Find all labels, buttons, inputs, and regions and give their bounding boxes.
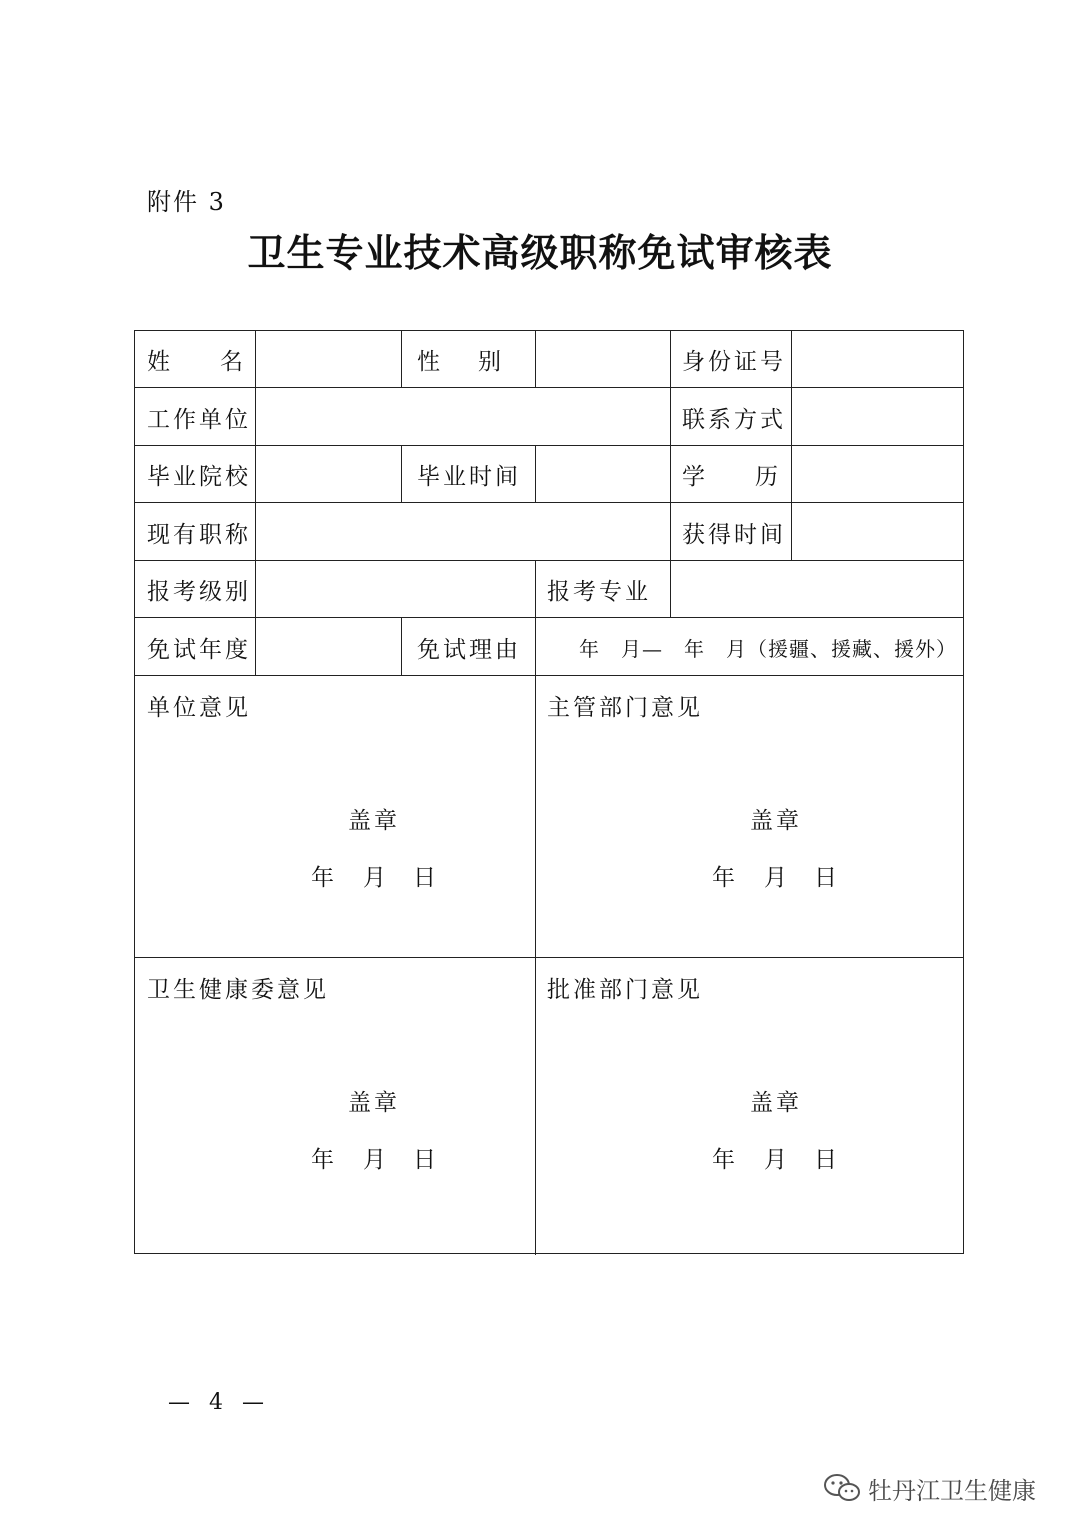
contact-field[interactable] xyxy=(795,393,959,441)
work-unit-field[interactable] xyxy=(259,393,667,441)
graduation-time-field[interactable] xyxy=(539,450,666,498)
exam-level-label: 报考级别 xyxy=(147,579,251,605)
graduated-school-field[interactable] xyxy=(259,450,397,498)
exempt-year-field[interactable] xyxy=(259,623,397,671)
health-commission-seal-text: 盖章 xyxy=(348,1090,400,1116)
wechat-icon xyxy=(822,1472,862,1504)
gender-label: 性 别 xyxy=(417,349,501,375)
supervising-dept-opinion-label: 主管部门意见 xyxy=(547,695,703,721)
watermark xyxy=(822,1466,1036,1510)
unit-seal-text: 盖章 xyxy=(348,808,400,834)
supervising-seal-text: 盖章 xyxy=(750,808,802,834)
exempt-year-label: 免试年度 xyxy=(147,637,251,663)
exempt-reason-value: 年 月— 年 月（援疆、援藏、援外） xyxy=(579,637,957,661)
work-unit-label: 工作单位 xyxy=(147,407,251,433)
unit-date: 年 月 日 xyxy=(311,865,436,891)
review-form-table xyxy=(134,330,964,1254)
approval-dept-opinion-label: 批准部门意见 xyxy=(547,977,703,1003)
approval-date: 年 月 日 xyxy=(712,1147,837,1173)
id-number-field[interactable] xyxy=(795,335,959,383)
health-commission-opinion-label: 卫生健康委意见 xyxy=(147,977,329,1003)
graduation-time-label: 毕业时间 xyxy=(417,464,521,490)
gender-field[interactable] xyxy=(539,335,666,383)
exam-major-field[interactable] xyxy=(674,565,959,613)
id-number-label: 身份证号 xyxy=(682,349,786,375)
watermark-text: 牡丹江卫生健康 xyxy=(868,1476,1036,1505)
education-field[interactable] xyxy=(795,450,959,498)
contact-label: 联系方式 xyxy=(682,407,786,433)
health-commission-date: 年 月 日 xyxy=(311,1147,436,1173)
exam-major-label: 报考专业 xyxy=(547,579,651,605)
attachment-label: 附件 3 xyxy=(147,188,226,216)
exempt-reason-label: 免试理由 xyxy=(417,637,521,663)
unit-opinion-label: 单位意见 xyxy=(147,695,251,721)
approval-seal-text: 盖章 xyxy=(750,1090,802,1116)
graduated-school-label: 毕业院校 xyxy=(147,464,251,490)
obtained-time-field[interactable] xyxy=(795,508,959,556)
name-label: 姓 名 xyxy=(147,349,243,375)
form-title: 卫生专业技术高级职称免试审核表 xyxy=(247,231,833,275)
current-title-field[interactable] xyxy=(259,508,667,556)
exam-level-field[interactable] xyxy=(259,565,531,613)
obtained-time-label: 获得时间 xyxy=(682,522,786,548)
supervising-date: 年 月 日 xyxy=(712,865,837,891)
current-title-label: 现有职称 xyxy=(147,522,251,548)
name-field[interactable] xyxy=(259,335,397,383)
education-label: 学 历 xyxy=(682,464,778,490)
page-number: — 4 — xyxy=(168,1390,270,1415)
